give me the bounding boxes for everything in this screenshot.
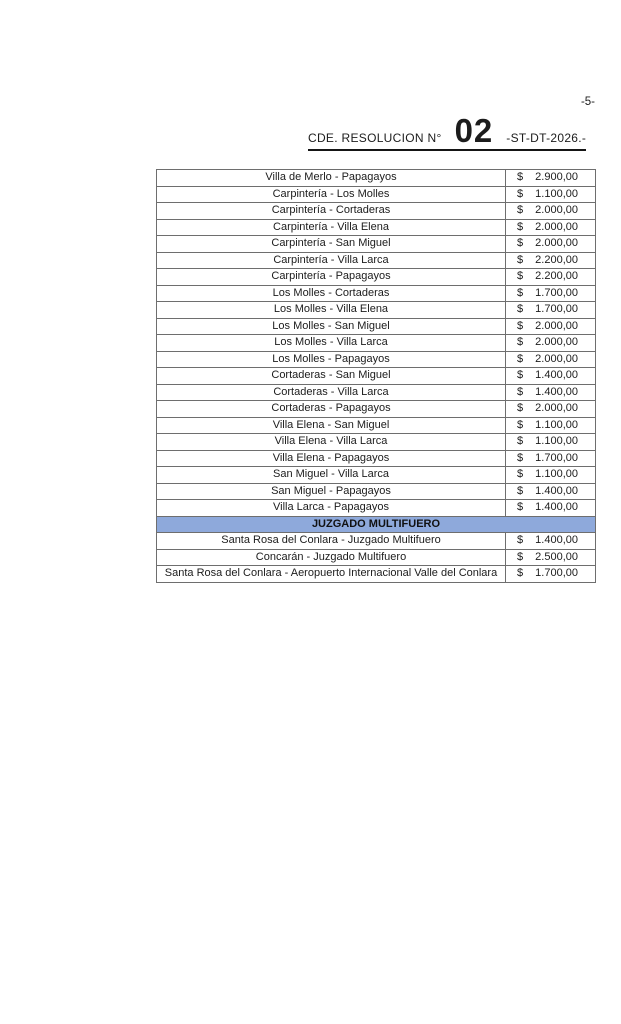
price-cell bbox=[506, 417, 596, 434]
price-cell bbox=[506, 269, 596, 286]
fare-row bbox=[157, 566, 596, 583]
price-cell bbox=[506, 434, 596, 451]
route-cell: Santa Rosa del Conlara - Aeropuerto Internacional Valle del Conlara bbox=[157, 566, 506, 583]
page-number: -5- bbox=[580, 96, 595, 108]
currency-symbol: $ bbox=[517, 303, 524, 316]
price-value bbox=[509, 303, 592, 316]
fare-amount: 1.700,00 bbox=[535, 567, 578, 580]
currency-symbol: $ bbox=[517, 484, 524, 497]
fare-row bbox=[157, 252, 596, 269]
route-cell: Carpintería - Cortaderas bbox=[157, 203, 506, 220]
price-cell bbox=[506, 533, 596, 550]
route-cell: Cortaderas - Papagayos bbox=[157, 401, 506, 418]
currency-symbol: $ bbox=[517, 550, 524, 563]
route-cell: Carpintería - Papagayos bbox=[157, 269, 506, 286]
fare-row bbox=[157, 203, 596, 220]
currency-symbol: $ bbox=[517, 385, 524, 398]
route-cell: Los Molles - Villa Elena bbox=[157, 302, 506, 319]
price-cell bbox=[506, 351, 596, 368]
route-cell: San Miguel - Villa Larca bbox=[157, 467, 506, 484]
fare-row bbox=[157, 450, 596, 467]
route-cell: Villa de Merlo - Papagayos bbox=[157, 170, 506, 187]
currency-symbol: $ bbox=[517, 187, 524, 200]
price-value bbox=[509, 171, 592, 184]
price-cell bbox=[506, 483, 596, 500]
currency-symbol: $ bbox=[517, 534, 524, 547]
currency-symbol: $ bbox=[517, 270, 524, 283]
fare-row bbox=[157, 269, 596, 286]
price-cell bbox=[506, 401, 596, 418]
price-value bbox=[509, 452, 592, 465]
price-value bbox=[509, 254, 592, 267]
currency-symbol: $ bbox=[517, 237, 524, 250]
route-cell: Cortaderas - San Miguel bbox=[157, 368, 506, 385]
price-cell bbox=[506, 302, 596, 319]
fare-row bbox=[157, 417, 596, 434]
fare-amount: 1.400,00 bbox=[535, 534, 578, 547]
fare-row bbox=[157, 500, 596, 517]
resolution-suffix: -ST-DT-2026.- bbox=[506, 131, 587, 145]
fare-row bbox=[157, 186, 596, 203]
fare-amount: 2.900,00 bbox=[535, 171, 578, 184]
price-cell bbox=[506, 170, 596, 187]
price-cell bbox=[506, 368, 596, 385]
price-cell bbox=[506, 450, 596, 467]
fare-amount: 1.400,00 bbox=[535, 484, 578, 497]
price-cell bbox=[506, 186, 596, 203]
currency-symbol: $ bbox=[517, 171, 524, 184]
price-value bbox=[509, 188, 592, 201]
price-value bbox=[509, 534, 592, 547]
resolution-number: 02 bbox=[454, 112, 494, 149]
fare-row bbox=[157, 236, 596, 253]
price-cell bbox=[506, 467, 596, 484]
route-cell: Carpintería - San Miguel bbox=[157, 236, 506, 253]
currency-symbol: $ bbox=[517, 319, 524, 332]
fare-row bbox=[157, 533, 596, 550]
price-value bbox=[509, 551, 592, 564]
price-cell bbox=[506, 384, 596, 401]
fare-amount: 2.000,00 bbox=[535, 336, 578, 349]
route-cell: Carpintería - Los Molles bbox=[157, 186, 506, 203]
resolution-label: CDE. RESOLUCION N° bbox=[308, 131, 442, 145]
price-cell bbox=[506, 566, 596, 583]
route-cell: Los Molles - Villa Larca bbox=[157, 335, 506, 352]
price-value bbox=[509, 270, 592, 283]
price-value bbox=[509, 567, 592, 580]
fare-amount: 1.400,00 bbox=[535, 385, 578, 398]
fare-amount: 1.700,00 bbox=[535, 303, 578, 316]
route-cell: Los Molles - Papagayos bbox=[157, 351, 506, 368]
fare-row bbox=[157, 335, 596, 352]
route-cell: Villa Larca - Papagayos bbox=[157, 500, 506, 517]
currency-symbol: $ bbox=[517, 253, 524, 266]
fare-amount: 1.400,00 bbox=[535, 369, 578, 382]
price-cell bbox=[506, 236, 596, 253]
fare-amount: 2.000,00 bbox=[535, 237, 578, 250]
currency-symbol: $ bbox=[517, 567, 524, 580]
price-value bbox=[509, 353, 592, 366]
fare-amount: 1.100,00 bbox=[535, 187, 578, 200]
route-cell: Concarán - Juzgado Multifuero bbox=[157, 549, 506, 566]
fare-amount: 2.000,00 bbox=[535, 220, 578, 233]
currency-symbol: $ bbox=[517, 352, 524, 365]
fare-amount: 2.000,00 bbox=[535, 352, 578, 365]
route-cell: Los Molles - Cortaderas bbox=[157, 285, 506, 302]
currency-symbol: $ bbox=[517, 435, 524, 448]
section-header-row bbox=[157, 516, 596, 533]
currency-symbol: $ bbox=[517, 204, 524, 217]
fare-row bbox=[157, 467, 596, 484]
price-value bbox=[509, 386, 592, 399]
currency-symbol: $ bbox=[517, 286, 524, 299]
fare-amount: 1.400,00 bbox=[535, 501, 578, 514]
price-cell bbox=[506, 252, 596, 269]
currency-symbol: $ bbox=[517, 451, 524, 464]
fares-table bbox=[156, 169, 596, 583]
fare-row bbox=[157, 285, 596, 302]
route-cell: Cortaderas - Villa Larca bbox=[157, 384, 506, 401]
fare-amount: 2.500,00 bbox=[535, 550, 578, 563]
price-cell bbox=[506, 219, 596, 236]
currency-symbol: $ bbox=[517, 468, 524, 481]
fare-row bbox=[157, 401, 596, 418]
section-header-label: JUZGADO MULTIFUERO bbox=[157, 516, 596, 533]
fare-amount: 1.700,00 bbox=[535, 451, 578, 464]
fare-amount: 2.200,00 bbox=[535, 253, 578, 266]
route-cell: Carpintería - Villa Larca bbox=[157, 252, 506, 269]
price-cell bbox=[506, 285, 596, 302]
fare-row bbox=[157, 302, 596, 319]
price-cell bbox=[506, 318, 596, 335]
currency-symbol: $ bbox=[517, 501, 524, 514]
price-value bbox=[509, 419, 592, 432]
price-cell bbox=[506, 549, 596, 566]
price-cell bbox=[506, 335, 596, 352]
currency-symbol: $ bbox=[517, 336, 524, 349]
fare-row bbox=[157, 384, 596, 401]
fare-row bbox=[157, 351, 596, 368]
fare-row bbox=[157, 318, 596, 335]
fare-row bbox=[157, 549, 596, 566]
price-value bbox=[509, 501, 592, 514]
price-value bbox=[509, 287, 592, 300]
fare-row bbox=[157, 434, 596, 451]
fare-row bbox=[157, 219, 596, 236]
route-cell: Los Molles - San Miguel bbox=[157, 318, 506, 335]
currency-symbol: $ bbox=[517, 220, 524, 233]
route-cell: Carpintería - Villa Elena bbox=[157, 219, 506, 236]
route-cell: Villa Elena - Papagayos bbox=[157, 450, 506, 467]
route-cell: Villa Elena - Villa Larca bbox=[157, 434, 506, 451]
fare-table-body bbox=[157, 170, 596, 583]
price-value bbox=[509, 402, 592, 415]
currency-symbol: $ bbox=[517, 418, 524, 431]
fare-amount: 2.200,00 bbox=[535, 270, 578, 283]
price-cell bbox=[506, 500, 596, 517]
price-value bbox=[509, 435, 592, 448]
price-value bbox=[509, 237, 592, 250]
price-value bbox=[509, 485, 592, 498]
price-value bbox=[509, 221, 592, 234]
fare-row bbox=[157, 483, 596, 500]
fare-amount: 1.100,00 bbox=[535, 468, 578, 481]
fare-amount: 1.100,00 bbox=[535, 435, 578, 448]
fare-amount: 2.000,00 bbox=[535, 319, 578, 332]
price-value bbox=[509, 204, 592, 217]
currency-symbol: $ bbox=[517, 369, 524, 382]
fare-amount: 2.000,00 bbox=[535, 402, 578, 415]
currency-symbol: $ bbox=[517, 402, 524, 415]
price-value bbox=[509, 468, 592, 481]
route-cell: San Miguel - Papagayos bbox=[157, 483, 506, 500]
fare-amount: 1.100,00 bbox=[535, 418, 578, 431]
fare-row bbox=[157, 368, 596, 385]
price-cell bbox=[506, 203, 596, 220]
resolution-header bbox=[308, 112, 587, 151]
route-cell: Villa Elena - San Miguel bbox=[157, 417, 506, 434]
price-value bbox=[509, 369, 592, 382]
fare-row bbox=[157, 170, 596, 187]
fare-amount: 1.700,00 bbox=[535, 286, 578, 299]
fare-amount: 2.000,00 bbox=[535, 204, 578, 217]
price-value bbox=[509, 320, 592, 333]
price-value bbox=[509, 336, 592, 349]
route-cell: Santa Rosa del Conlara - Juzgado Multifuero bbox=[157, 533, 506, 550]
